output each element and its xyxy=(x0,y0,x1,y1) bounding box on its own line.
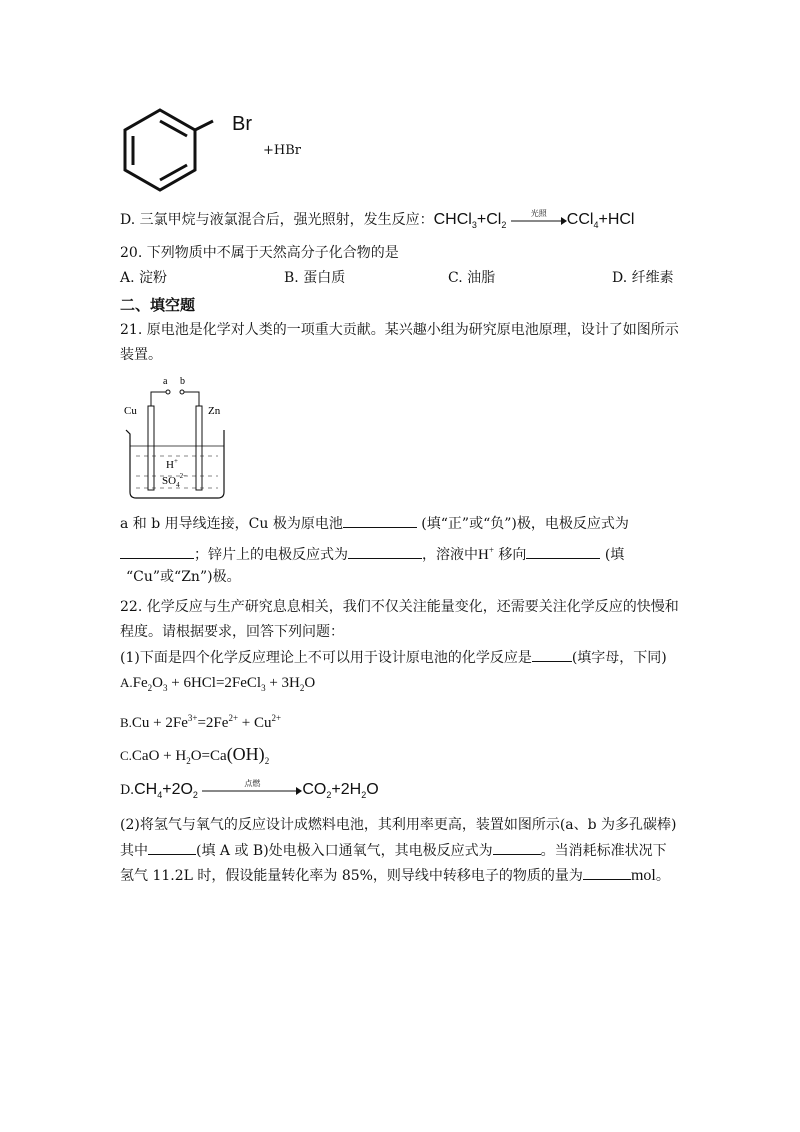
cu-electrode-label: Cu xyxy=(124,405,137,417)
q22-blank-1[interactable] xyxy=(532,647,572,662)
q22-sub2-line3: 氢气 11.2L 时，假设能量转化率为 85%，则导线中转移电子的物质的量为 mol。 xyxy=(120,867,670,884)
q22-sub1: (1)下面是四个化学反应理论上不可以用于设计原电池的化学反应是 (填字母，下同) xyxy=(120,647,667,668)
h-ion-label: H+ xyxy=(166,457,178,471)
q20-option-d: D. 纤维素 xyxy=(612,270,674,286)
q20-option-b: B. 蛋白质 xyxy=(284,270,346,286)
zn-electrode-label: Zn xyxy=(208,405,221,417)
bromo-substituent: Br xyxy=(232,113,252,135)
q21-line1: 21. 原电池是化学对人类的一项重大贡献。某兴趣小组为研究原电池原理，设计了如图所示 xyxy=(120,322,679,338)
q21-para-line3: “Cu”或“Zn”)极。 xyxy=(126,569,241,585)
terminal-a-label: a xyxy=(163,376,168,387)
q21-blank-cu-equation[interactable] xyxy=(120,544,194,559)
q21-para-line2: ；锌片上的电极反应式为 ，溶液中H+ 移向 (填 xyxy=(120,540,624,565)
q22-option-c: $C.CaO + H_2O=Ca(OH)_2$ xyxy=(120,744,270,766)
q22-blank-inlet[interactable] xyxy=(148,840,196,855)
q22-option-b: $B.Cu + 2Fe^{3+}=2Fe^{2+} + Cu^{2+}$ xyxy=(120,713,282,731)
q22-option-a: $A.Fe_2O_3$ + 6HCl=2FeCl$_3$ + $3H_2O$ xyxy=(120,675,316,693)
reaction-arrow: 光照 xyxy=(511,214,567,226)
section-title: 二、填空题 xyxy=(120,296,196,314)
sulfate-ion-label: $SO_4^{2-}$ xyxy=(162,472,188,489)
q21-blank-pole[interactable] xyxy=(343,513,417,528)
combustion-arrow: 点燃 xyxy=(202,784,302,796)
q22-option-d: $D.CH_4+2O_2$ 点燃 $CO_2+2H_2O$ xyxy=(120,779,379,801)
q20-stem: 20. 下列物质中不属于天然高分子化合物的是 xyxy=(120,245,399,261)
q22-blank-electrons[interactable] xyxy=(583,865,631,880)
q22-sub2-line1: (2)将氢气与氧气的反应设计成燃料电池，其利用率更高，装置如图所示(a、b 为多孔碳棒) xyxy=(120,817,677,833)
q21-blank-ion-direction[interactable] xyxy=(526,544,600,559)
q19-option-d: D. 三氯甲烷与液氯混合后，强光照射，发生反应：$CHCl_3+Cl_2$ 光照 CCl$_4$+HCl xyxy=(120,209,635,231)
q21-line2: 装置。 xyxy=(120,347,162,363)
q21-para-line1: a 和 b 用导线连接，Cu 极为原电池 (填“正”或“负”)极，电极反应式为 xyxy=(120,513,629,534)
q22-blank-equation[interactable] xyxy=(493,840,541,855)
q21-blank-zn-equation[interactable] xyxy=(348,544,422,559)
q20-option-a: A. 淀粉 xyxy=(120,270,168,286)
q22-sub2-line2: 其中 (填 A 或 B)处电极入口通氧气，其电极反应式为 。当消耗标准状况下 xyxy=(120,840,667,861)
bromobenzene-structure xyxy=(115,105,215,195)
hbr-product: +HBr xyxy=(263,143,301,158)
galvanic-cell-figure xyxy=(120,372,232,502)
terminal-b-label: b xyxy=(180,376,185,387)
q20-option-c: C. 油脂 xyxy=(448,270,496,286)
q22-line1: 22. 化学反应与生产研究息息相关，我们不仅关注能量变化，还需要关注化学反应的快慢和 xyxy=(120,599,679,615)
q22-line2: 程度。请根据要求，回答下列问题： xyxy=(120,624,344,640)
